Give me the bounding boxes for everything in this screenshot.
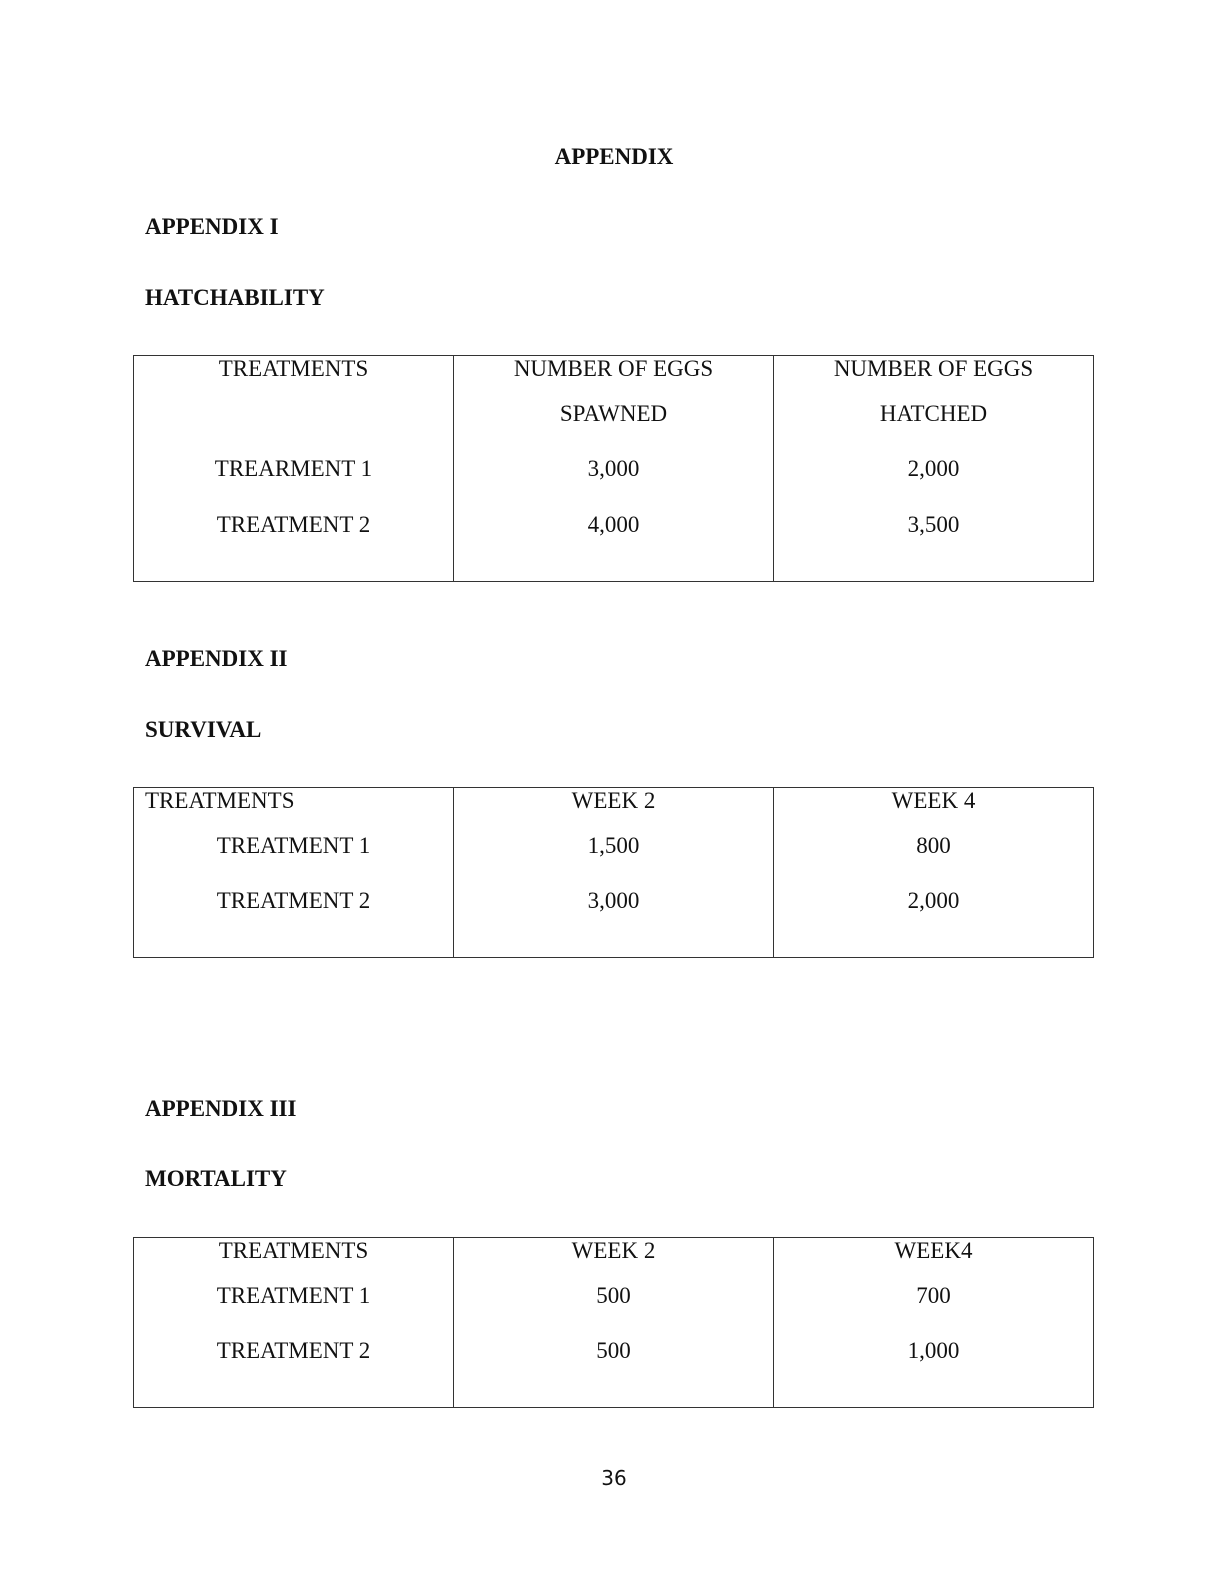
week-2-cell: 500 [454, 1268, 774, 1324]
page-number: 36 [601, 1466, 627, 1490]
appendix-2-subtitle: SURVIVAL [145, 717, 262, 742]
appendix-3-label: APPENDIX III [145, 1096, 297, 1121]
eggs-hatched-cell: 2,000 [774, 442, 1094, 498]
survival-table [133, 787, 1094, 958]
mortality-table [133, 1237, 1094, 1408]
header-cell-treatments: TREATMENTS [134, 356, 454, 387]
eggs-hatched-cell: 3,500 [774, 497, 1094, 553]
header-cell-week-4: WEEK4 [774, 1238, 1094, 1269]
week-4-cell: 700 [774, 1268, 1094, 1324]
table-bottom-spacer [134, 1379, 1094, 1408]
table-row [134, 874, 1094, 930]
appendix-3-subtitle: MORTALITY [145, 1166, 287, 1191]
header-cell-week-2: WEEK 2 [454, 1238, 774, 1269]
header-cell-empty [134, 386, 454, 442]
table-header-row [134, 1238, 1094, 1269]
week-2-cell: 500 [454, 1324, 774, 1380]
hatchability-table [133, 355, 1094, 582]
treatment-name-cell: TREATMENT 2 [134, 874, 454, 930]
treatment-name-cell: TREATMENT 1 [134, 1268, 454, 1324]
table-row [134, 497, 1094, 553]
eggs-spawned-cell: 4,000 [454, 497, 774, 553]
treatment-name-cell: TREATMENT 2 [134, 497, 454, 553]
table-row [134, 442, 1094, 498]
table-header-row [134, 788, 1094, 819]
treatment-name-cell: TREATMENT 2 [134, 1324, 454, 1380]
header-cell-eggs-hatched: NUMBER OF EGGS [774, 356, 1094, 387]
treatment-name-cell: TREARMENT 1 [134, 442, 454, 498]
appendix-1-subtitle: HATCHABILITY [145, 285, 325, 310]
header-cell-spawned: SPAWNED [454, 386, 774, 442]
week-4-cell: 800 [774, 818, 1094, 874]
week-2-cell: 3,000 [454, 874, 774, 930]
appendix-1-label: APPENDIX I [145, 214, 279, 239]
header-cell-treatments: TREATMENTS [134, 788, 454, 819]
page-title: APPENDIX [554, 144, 674, 169]
table-bottom-spacer [134, 929, 1094, 958]
table-row [134, 1324, 1094, 1380]
table-row [134, 1268, 1094, 1324]
week-4-cell: 2,000 [774, 874, 1094, 930]
week-2-cell: 1,500 [454, 818, 774, 874]
header-cell-treatments: TREATMENTS [134, 1238, 454, 1269]
table-header-row [134, 356, 1094, 387]
table-bottom-spacer [134, 553, 1094, 582]
header-cell-hatched: HATCHED [774, 386, 1094, 442]
eggs-spawned-cell: 3,000 [454, 442, 774, 498]
treatment-name-cell: TREATMENT 1 [134, 818, 454, 874]
header-cell-week-4: WEEK 4 [774, 788, 1094, 819]
header-cell-eggs-spawned: NUMBER OF EGGS [454, 356, 774, 387]
header-cell-week-2: WEEK 2 [454, 788, 774, 819]
table-row [134, 818, 1094, 874]
week-4-cell: 1,000 [774, 1324, 1094, 1380]
appendix-2-label: APPENDIX II [145, 646, 288, 671]
table-header-row-2 [134, 386, 1094, 442]
